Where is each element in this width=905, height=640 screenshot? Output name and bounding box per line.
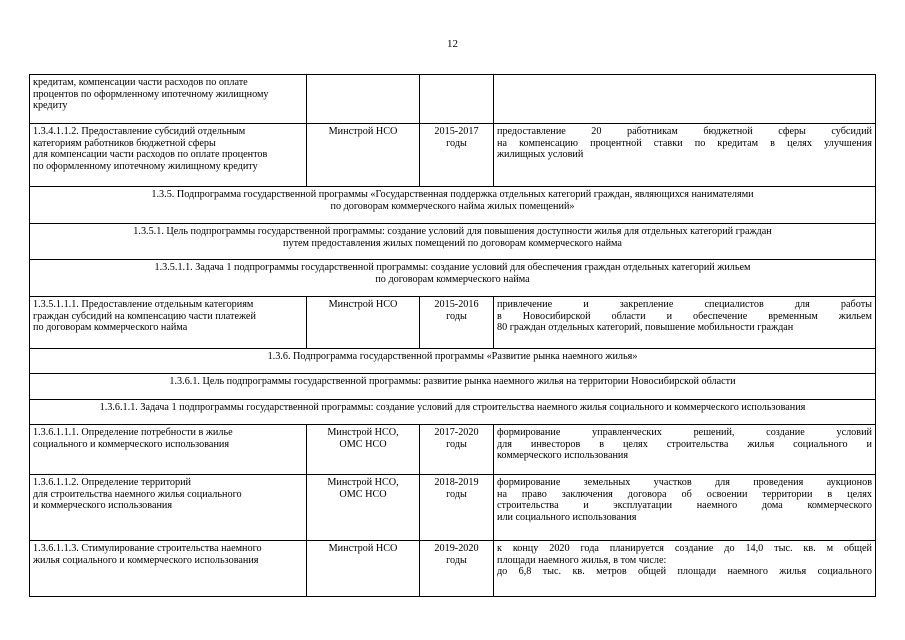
result-cell: привлечение и закрепление специалистов для работы в Новосибирской области и обеспечение временным жильем 80 граждан отдельных категорий, повышение мобильности граждан: [494, 297, 876, 349]
task-heading: 1.3.5.1.1. Задача 1 подпрограммы государственной программы: создание условий для обеспечения граждан отдельных категорий жильем по договорам коммерческого найма: [30, 260, 876, 297]
result-cell: предоставление 20 работникам бюджетной сферы субсидий на компенсацию процентной ставки по кредитам в целях улучшения жилищных условий: [494, 124, 876, 187]
goal-heading: 1.3.6.1. Цель подпрограммы государственной программы: развитие рынка наемного жилья на территории Новосибирской области: [30, 374, 876, 400]
years-cell: 2017-2020 годы: [420, 425, 494, 475]
result-cell: [494, 75, 876, 124]
table-row: [30, 425, 876, 475]
table-row: [30, 297, 876, 349]
result-cell: формирование земельных участков для проведения аукционов на право заключения договора об освоении территории в целях строительства и эксплуатации наемного дома коммерческого или социального использования: [494, 475, 876, 541]
years-cell: 2015-2017 годы: [420, 124, 494, 187]
table-row: [30, 124, 876, 187]
goal-heading-row: [30, 374, 876, 400]
table-row: [30, 75, 876, 124]
task-heading-row: [30, 400, 876, 425]
table-row: [30, 475, 876, 541]
activity-name-cell: 1.3.5.1.1.1. Предоставление отдельным категориям граждан субсидий на компенсацию части платежей по договорам коммерческого найма: [30, 297, 307, 349]
years-cell: 2015-2016 годы: [420, 297, 494, 349]
activity-name-cell: 1.3.6.1.1.2. Определение территорий для строительства наемного жилья социального и коммерческого использования: [30, 475, 307, 541]
subprogram-heading-row: [30, 349, 876, 374]
result-cell: к концу 2020 года планируется создание до 14,0 тыс. кв. м общей площади наемного жилья, в том числе: до 6,8 тыс. кв. метров общей площади наемного жилья социального: [494, 541, 876, 597]
executor-cell: Минстрой НСО, ОМС НСО: [307, 475, 420, 541]
activity-name-cell: 1.3.6.1.1.3. Стимулирование строительства наемного жилья социального и коммерческого использования: [30, 541, 307, 597]
subprogram-heading-row: [30, 187, 876, 224]
activity-name-cell: кредитам, компенсации части расходов по оплате процентов по оформленному ипотечному жилищному кредиту: [30, 75, 307, 124]
goal-heading: 1.3.5.1. Цель подпрограммы государственной программы: создание условий для повышения доступности жилья для отдельных категорий граждан путем предоставления жилых помещений по договорам коммерческого найма: [30, 224, 876, 260]
goal-heading-row: [30, 224, 876, 260]
task-heading: 1.3.6.1.1. Задача 1 подпрограммы государственной программы: создание условий для строительства наемного жилья социального и коммерческого использования: [30, 400, 876, 425]
table-row: [30, 541, 876, 597]
activity-name-cell: 1.3.4.1.1.2. Предоставление субсидий отдельным категориям работников бюджетной сферы для компенсации части расходов по оплате процентов по оформленному ипотечному жилищному кредиту: [30, 124, 307, 187]
executor-cell: Минстрой НСО, ОМС НСО: [307, 425, 420, 475]
executor-cell: Минстрой НСО: [307, 297, 420, 349]
activity-name-cell: 1.3.6.1.1.1. Определение потребности в жилье социального и коммерческого использования: [30, 425, 307, 475]
executor-cell: Минстрой НСО: [307, 541, 420, 597]
years-cell: 2019-2020 годы: [420, 541, 494, 597]
executor-cell: [307, 75, 420, 124]
executor-cell: Минстрой НСО: [307, 124, 420, 187]
program-activities-table: [29, 74, 876, 597]
years-cell: 2018-2019 годы: [420, 475, 494, 541]
task-heading-row: [30, 260, 876, 297]
subprogram-heading: 1.3.6. Подпрограмма государственной программы «Развитие рынка наемного жилья»: [30, 349, 876, 374]
years-cell: [420, 75, 494, 124]
subprogram-heading: 1.3.5. Подпрограмма государственной программы «Государственная поддержка отдельных категорий граждан, являющихся нанимателями по договорам коммерческого найма жилых помещений»: [30, 187, 876, 224]
page-number: 12: [447, 38, 458, 50]
result-cell: формирование управленческих решений, создание условий для инвесторов в целях строительства жилья социального и коммерческого использования: [494, 425, 876, 475]
